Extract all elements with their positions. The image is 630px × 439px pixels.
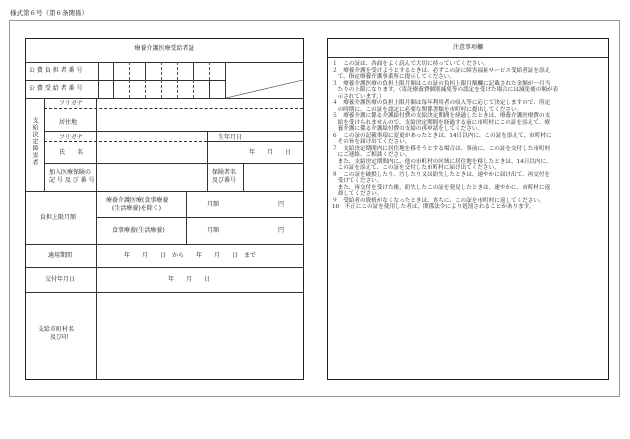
furigana-field[interactable]: [97, 98, 303, 108]
notes-line: たりの上限になります。（寄託療養費個別減免等の認定を受けた場合には減免後の額が表: [332, 87, 559, 93]
notes-line: また、支給決定期間内に、他の市町村の区域に居住地を移したときは、14日以内に、: [332, 158, 552, 165]
notes-line: 却してください。: [332, 191, 383, 197]
municipality-label-1: 支給市町村名: [38, 326, 75, 333]
furigana2-label: フリガナ: [59, 134, 83, 141]
insurer-label-1: 保険者名: [212, 169, 237, 176]
insurer-label-2: 及び番号: [212, 177, 237, 184]
notes-line: 10 不正にこの証を使用した者は、関係法令により処罰されることがあります。: [332, 204, 535, 210]
notes-panel: [327, 38, 609, 380]
insurance-number-field[interactable]: [97, 164, 207, 191]
notes-line: ６ この証の記載事項に変更があったときは、14日以内に、この証を添えて、市町村に: [332, 132, 552, 139]
issue-label: 交付年月日: [45, 276, 76, 283]
form-number: 様式第６号（第６条関係）: [10, 9, 88, 17]
notes-line: この証を添えて、この証を交付した市町村に届け出てください。: [332, 165, 500, 171]
notes-line: ４ 療養介護医療の負担上限月額は毎年利用者の収入等に応じて決定しますので、所定: [332, 100, 551, 106]
name-label: 氏 名: [59, 149, 84, 156]
period-label: 適用期間: [48, 252, 73, 259]
blank-diagonal: [226, 80, 303, 98]
notes-line: 給を受けられませんので、支給決定期間を経過する前に市町村にこの証を添えて、療: [332, 119, 550, 126]
notes-line: ８ この証を破損したり、汚したり又は紛失したときは、速やかに届け出て、再交付を: [332, 171, 551, 178]
payer-number-label: 公 費 負 担 者 番 号: [29, 67, 83, 74]
notes-line: ５ 療養介護に係る介護給付費の支給決定期間を経過したときは、療養介護医療費の支: [332, 113, 551, 119]
birthdate-label: 生年月日: [218, 134, 243, 141]
insurance-label-2: 記 号 及 び 番 号: [49, 177, 95, 184]
medical-label-2: (生活療養)を除く): [112, 205, 162, 212]
address-field[interactable]: [97, 109, 303, 131]
meal-label: 食事療養(生活療養): [112, 227, 165, 234]
limit-label: 負担上限月額: [40, 214, 77, 221]
furigana-label: フリガナ: [59, 100, 83, 107]
yen-label: 円: [278, 201, 285, 208]
notes-line: その旨を届け出てください。: [332, 139, 411, 145]
issue-value: 年 月 日: [168, 276, 211, 283]
certificate-title: 療養介護医療受給者証: [134, 45, 195, 52]
applicant-group-label: 支給決定障害者: [31, 117, 38, 166]
notes-line: て、指定療養介護事業所に提示してください。: [332, 74, 455, 80]
municipality-label-2: 及び印: [50, 334, 69, 341]
certificate-panel: [25, 38, 304, 380]
payer-number-field[interactable]: [98, 62, 226, 80]
birthdate-value: 年 月 日: [249, 149, 292, 156]
municipality-seal-area: [97, 293, 303, 379]
insurer-field[interactable]: [244, 164, 303, 191]
notes-line: 示されています。）: [332, 93, 385, 100]
monthly-label: 月額: [207, 201, 220, 208]
medical-label-1: 療養介護医療(食事療養: [106, 197, 169, 204]
notes-title: 注意事項欄: [452, 44, 483, 51]
notes-line: また、再交付を受けた後、紛失したこの証を発見したときは、速やかに、市町村に返: [332, 184, 551, 191]
notes-line: の時期に、この証を認定に必要な関係書類を市町村に提出してください。: [332, 106, 523, 113]
notes-line: ２ 療養介護を受けようとするときは、必ずこの証に障害福祉サービス受給者証を添え: [332, 67, 551, 74]
notes-line: にご連絡、ご相談ください。: [332, 152, 411, 158]
monthly-label-2: 月額: [207, 227, 220, 234]
recipient-number-field[interactable]: [98, 80, 226, 98]
notes-line: ３ 療養介護医療の負担上限月額はこの証の負担上限月額欄に記載された金額が一月当: [332, 80, 551, 87]
notes-line: １ この証は、各面をよく読んで大切に持っていてください。: [332, 61, 489, 67]
notes-line: ７ 支給決定期間内に居住地を移そうとする場合は、事前に、この証を交付した市町村: [332, 145, 551, 152]
name-field[interactable]: [97, 142, 207, 163]
period-value: 年 月 日 から 年 月 日 まで: [124, 252, 257, 259]
furigana2-field[interactable]: [97, 131, 207, 141]
notes-line: 養介護に係る介護給付費の支給の再申請をしてください。: [332, 126, 484, 132]
insurance-label-1: 加入医療保険の: [49, 169, 92, 176]
recipient-number-label: 公 費 受 給 者 番 号: [29, 85, 83, 92]
notes-line: 受けてください。: [332, 178, 383, 184]
notes-line: ９ 受給者の資格がなくなったときは、直ちに、この証を市町村に返してください。: [332, 197, 545, 204]
address-label: 居住地: [59, 119, 78, 126]
yen-label-2: 円: [278, 227, 285, 234]
